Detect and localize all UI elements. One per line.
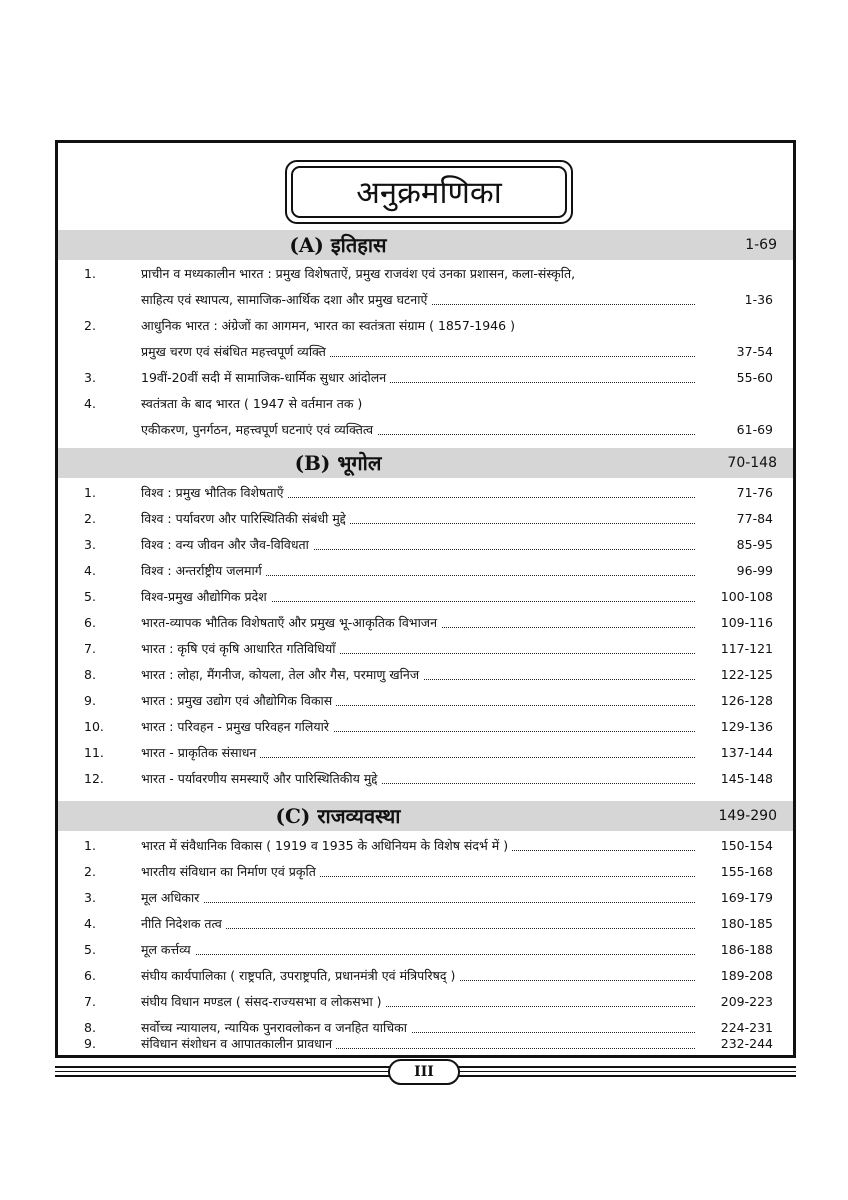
toc-entry[interactable] <box>58 610 793 636</box>
toc-entry[interactable] <box>58 833 793 859</box>
entry-number: 8. <box>84 667 96 682</box>
entry-number: 9. <box>84 1036 96 1051</box>
entry-title: संविधान संशोधन व आपातकालीन प्रावधान <box>141 1036 336 1051</box>
entry-title: भारत में संवैधानिक विकास ( 1919 व 1935 के अधिनियम के विशेष संदर्भ में ) <box>141 838 512 853</box>
entry-pages: 180-185 <box>720 916 773 931</box>
leader-dots <box>141 954 695 955</box>
entry-pages: 126-128 <box>720 693 773 708</box>
toc-entry[interactable] <box>58 937 793 963</box>
entry-title: विश्व : प्रमुख भौतिक विशेषताएँ <box>141 485 288 500</box>
entry-title: विश्व : पर्यावरण और पारिस्थितिकी संबंधी मुद्दे <box>141 511 350 526</box>
entry-pages: 85-95 <box>736 537 773 552</box>
entry-title: स्वतंत्रता के बाद भारत ( 1947 से वर्तमान तक ) <box>141 396 366 411</box>
toc-entry[interactable] <box>58 662 793 688</box>
entry-pages: 186-188 <box>720 942 773 957</box>
entry-title: भारत - प्राकृतिक संसाधन <box>141 745 260 760</box>
entry-title: साहित्य एवं स्थापत्य, सामाजिक-आर्थिक दशा और प्रमुख घटनाऐं <box>141 292 431 307</box>
entry-number: 5. <box>84 589 96 604</box>
toc-entry[interactable] <box>58 911 793 937</box>
entry-number: 7. <box>84 994 96 1009</box>
entry-title: सर्वोच्च न्यायालय, न्यायिक पुनरावलोकन व जनहित याचिका <box>141 1020 411 1035</box>
entry-title: भारत - पर्यावरणीय समस्याएँ और पारिस्थितिकीय मुद्दे <box>141 771 381 786</box>
entry-number: 4. <box>84 563 96 578</box>
entry-pages: 189-208 <box>720 968 773 983</box>
entry-title: भारत-व्यापक भौतिक विशेषताएँ और प्रमुख भू-आकृतिक विभाजन <box>141 615 441 630</box>
entry-number: 3. <box>84 537 96 552</box>
entry-number: 6. <box>84 615 96 630</box>
entry-title: संघीय कार्यपालिका ( राष्ट्रपति, उपराष्ट्रपति, प्रधानमंत्री एवं मंत्रिपरिषद् ) <box>141 968 459 983</box>
toc-entry[interactable] <box>58 885 793 911</box>
entry-title: 19वीं-20वीं सदी में सामाजिक-धार्मिक सुधार आंदोलन <box>141 370 390 385</box>
entry-number: 11. <box>84 745 104 760</box>
entry-number: 4. <box>84 916 96 931</box>
entry-number: 8. <box>84 1020 96 1035</box>
entry-title: भारत : लोहा, मैंगनीज, कोयला, तेल और गैस, परमाणु खनिज <box>141 667 423 682</box>
entry-title: विश्व-प्रमुख औद्योगिक प्रदेश <box>141 589 271 604</box>
toc-entry[interactable] <box>58 532 793 558</box>
section-header-geography <box>58 448 793 478</box>
entry-number: 5. <box>84 942 96 957</box>
toc-entry[interactable] <box>58 714 793 740</box>
entry-pages: 117-121 <box>720 641 773 656</box>
entry-pages: 37-54 <box>736 344 773 359</box>
entry-pages: 145-148 <box>720 771 773 786</box>
entry-pages: 137-144 <box>720 745 773 760</box>
toc-entry-continuation[interactable] <box>58 287 793 313</box>
section-title: (B) भूगोल <box>294 451 382 475</box>
entry-pages: 77-84 <box>736 511 773 526</box>
entry-pages: 109-116 <box>720 615 773 630</box>
entry-number: 6. <box>84 968 96 983</box>
entry-pages: 71-76 <box>736 485 773 500</box>
entry-pages: 61-69 <box>736 422 773 437</box>
toc-entry[interactable] <box>58 261 793 287</box>
toc-entry[interactable] <box>58 558 793 584</box>
entry-number: 10. <box>84 719 104 734</box>
entry-pages: 129-136 <box>720 719 773 734</box>
entry-title: विश्व : अन्तर्राष्ट्रीय जलमार्ग <box>141 563 266 578</box>
entry-pages: 232-244 <box>720 1036 773 1051</box>
section-pages: 149-290 <box>718 808 777 824</box>
section-header-history <box>58 230 793 260</box>
section-pages: 1-69 <box>745 237 777 253</box>
index-frame <box>55 140 796 1058</box>
toc-entry[interactable] <box>58 365 793 391</box>
section-pages: 70-148 <box>727 455 777 471</box>
entry-number: 2. <box>84 511 96 526</box>
entry-number: 1. <box>84 485 96 500</box>
entry-title: आधुनिक भारत : अंग्रेजों का आगमन, भारत का स्वतंत्रता संग्राम ( 1857-1946 ) <box>141 318 519 333</box>
entry-pages: 1-36 <box>744 292 773 307</box>
entry-pages: 96-99 <box>736 563 773 578</box>
entry-title: प्रमुख चरण एवं संबंधित महत्त्वपूर्ण व्यक्ति <box>141 344 330 359</box>
entry-title: विश्व : वन्य जीवन और जैव-विविधता <box>141 537 313 552</box>
entry-title: भारत : प्रमुख उद्योग एवं औद्योगिक विकास <box>141 693 336 708</box>
toc-entry[interactable] <box>58 766 793 792</box>
entry-title: भारत : परिवहन - प्रमुख परिवहन गलियारे <box>141 719 333 734</box>
toc-entry[interactable] <box>58 859 793 885</box>
toc-entry[interactable] <box>58 989 793 1015</box>
entry-title: संघीय विधान मण्डल ( संसद-राज्यसभा व लोकसभा ) <box>141 994 386 1009</box>
entry-title: भारत : कृषि एवं कृषि आधारित गतिविधियाँ <box>141 641 339 656</box>
leader-dots <box>141 902 695 903</box>
page-title: अनुक्रमणिका <box>291 166 567 218</box>
toc-entry[interactable] <box>58 636 793 662</box>
section-header-polity <box>58 801 793 831</box>
entry-title: नीति निदेशक तत्व <box>141 916 226 931</box>
entry-pages: 55-60 <box>736 370 773 385</box>
toc-entry[interactable] <box>58 688 793 714</box>
entry-pages: 122-125 <box>720 667 773 682</box>
entry-number: 12. <box>84 771 104 786</box>
entry-pages: 169-179 <box>720 890 773 905</box>
entry-title: प्राचीन व मध्यकालीन भारत : प्रमुख विशेषताऐं, प्रमुख राजवंश एवं उनका प्रशासन, कला-संस्कृति, <box>141 266 579 281</box>
entry-number: 3. <box>84 890 96 905</box>
toc-entry[interactable] <box>58 313 793 339</box>
toc-entry[interactable] <box>58 740 793 766</box>
entry-pages: 224-231 <box>720 1020 773 1035</box>
section-title: (C) राजव्यवस्था <box>275 804 401 828</box>
entry-number: 9. <box>84 693 96 708</box>
entry-title: एकीकरण, पुनर्गठन, महत्त्वपूर्ण घटनाएं एवं व्यक्तित्व <box>141 422 377 437</box>
section-title: (A) इतिहास <box>289 233 387 257</box>
toc-entry-continuation[interactable] <box>58 339 793 365</box>
entry-title: मूल अधिकार <box>141 890 203 905</box>
entry-title: मूल कर्त्तव्य <box>141 942 195 957</box>
entry-number: 7. <box>84 641 96 656</box>
toc-entry[interactable] <box>58 480 793 506</box>
entry-number: 1. <box>84 266 96 281</box>
toc-entry-continuation[interactable] <box>58 417 793 443</box>
title-box <box>285 160 573 224</box>
entry-number: 3. <box>84 370 96 385</box>
entry-pages: 100-108 <box>720 589 773 604</box>
entry-number: 2. <box>84 864 96 879</box>
entry-pages: 209-223 <box>720 994 773 1009</box>
entry-pages: 155-168 <box>720 864 773 879</box>
entry-title: भारतीय संविधान का निर्माण एवं प्रकृति <box>141 864 320 879</box>
page-number: III <box>388 1059 460 1085</box>
toc-entry[interactable] <box>58 584 793 610</box>
entry-number: 1. <box>84 838 96 853</box>
entry-number: 2. <box>84 318 96 333</box>
entry-pages: 150-154 <box>720 838 773 853</box>
entry-number: 4. <box>84 396 96 411</box>
toc-entry[interactable] <box>58 963 793 989</box>
toc-entry[interactable] <box>58 391 793 417</box>
toc-entry[interactable] <box>58 506 793 532</box>
